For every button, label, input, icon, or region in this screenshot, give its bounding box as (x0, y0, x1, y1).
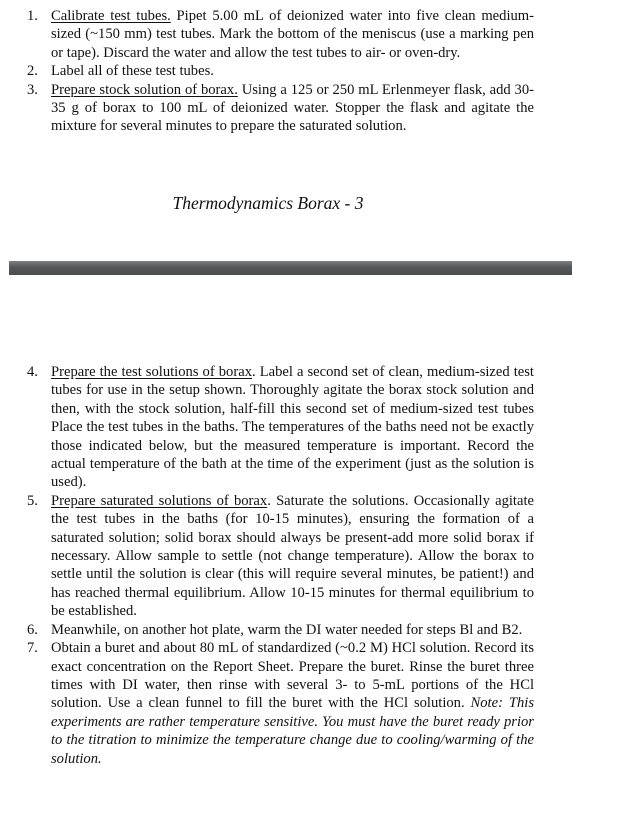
step-text: Using a 125 or 250 mL Erlenmeyer flask, add 30-35 g of borax to 100 mL of deionized water. Stopper the flask and agitate the mixture for several minutes to prepare the saturated solution. (51, 81, 534, 135)
step-text: Meanwhile, on another hot plate, warm the DI water needed for steps Bl and B2. (51, 621, 523, 638)
procedure-steps-top (0, 7, 640, 136)
step-heading: Prepare stock solution of borax. (51, 81, 238, 98)
step-text: Label all of these test tubes. (51, 63, 214, 80)
step-number: 6. (27, 621, 38, 638)
step-1 (0, 7, 640, 62)
step-text: Obtain a buret and about 80 mL of standardized (~0.2 M) HCl solution. Record its exact concentration on the Report Sheet. Prepare the buret. Rinse the buret three times with DI water, then rinse with several 3- to 5-mL portions of the HCl solution. Use a clean funnel to fill the buret with the HCl solution. (51, 640, 534, 712)
step-number: 4. (27, 364, 38, 380)
step-number: 1. (27, 8, 38, 24)
step-heading: Prepare saturated solutions of borax (51, 492, 268, 509)
step-6 (0, 621, 640, 639)
step-2 (0, 62, 640, 80)
page-break-divider (9, 261, 572, 275)
step-text: Pipet 5.00 mL of deionized water into five clean medium-sized (~150 mm) test tubes. Mark the bottom of the meniscus (use a marking pen or tape). Discard the water and allow the test tubes to air- or oven-dry. (51, 8, 535, 61)
step-heading: Prepare the test solutions of borax (51, 364, 252, 380)
step-3 (0, 81, 640, 136)
step-text: . Saturate the solutions. Occasionally agitate the test tubes in the baths (for 10-15 minutes), ensuring the formation of a saturated solution; solid borax should always be present-add more solid borax if necessary. Allow sample to settle (not change temperature). Allow the borax to settle until the solution is clear (this will require several minutes, be patient!) and has reached thermal equilibrium. Allow 10-15 minutes for thermal equilibrium to be established. (51, 492, 535, 620)
step-text: . Label a second set of clean, medium-sized test tubes for use in the setup shown. Thoroughly agitate the borax stock solution and then, with the stock solution, half-fill this second set of medium-sized test tubes Place the test tubes in the baths. The temperatures of the baths need not be exactly those indicated below, but the measured temperature is important. Record the actual temperature of the bath at the time of the experiment (just as the solution is used). (51, 364, 534, 491)
step-number: 5. (27, 492, 38, 509)
procedure-steps-bottom (0, 363, 640, 768)
step-number: 7. (27, 640, 38, 657)
step-7 (0, 639, 640, 768)
step-note: Note: This experiments are rather temperature sensitive. You must have the buret ready prior to the titration to minimize the temperature change due to cooling/warming of the solution. (51, 695, 534, 767)
step-number: 3. (27, 81, 38, 98)
step-heading: Calibrate test tubes. (51, 8, 171, 24)
step-number: 2. (27, 63, 38, 80)
step-4 (0, 363, 640, 492)
page-footer: Thermodynamics Borax - 3 (172, 193, 364, 213)
step-5 (0, 492, 640, 621)
